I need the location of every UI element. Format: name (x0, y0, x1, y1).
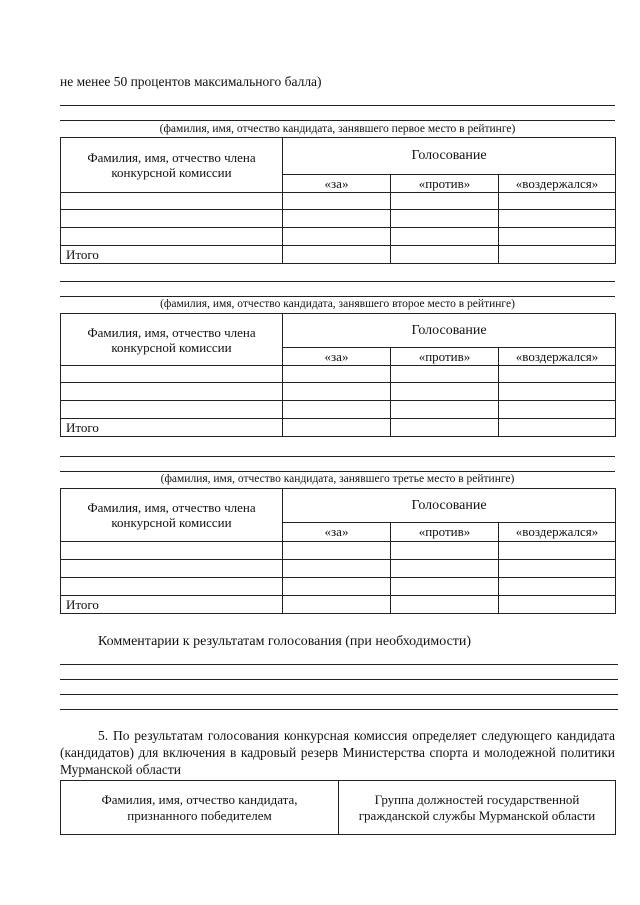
candidate-name-line (60, 296, 615, 297)
table-row (61, 228, 616, 246)
candidate-name-line (60, 120, 615, 121)
comment-line (60, 679, 618, 680)
top-border-line (60, 456, 615, 457)
column-against: «против» (391, 175, 499, 193)
section-5-paragraph: 5. По результатам голосования конкурсная комиссия определяет следующего кандидата (кандидатов) для включения в кадровый резерв Министерства спорта и молодежной политики Мурманской области (60, 728, 615, 777)
comment-line (60, 709, 618, 710)
comment-line (60, 694, 618, 695)
intro-line: не менее 50 процентов максимального балла) (60, 74, 322, 89)
candidate-caption: (фамилия, имя, отчество кандидата, занявшего первое место в рейтинге) (159, 123, 516, 135)
voting-table (60, 488, 616, 614)
total-label: Итого (61, 419, 283, 437)
table-row (61, 401, 616, 419)
table-row (61, 193, 616, 210)
candidate-caption: (фамилия, имя, отчество кандидата, занявшего второе место в рейтинге) (160, 298, 515, 310)
table-row (61, 210, 616, 228)
voting-header: Голосование (283, 314, 616, 348)
top-border-line (60, 281, 615, 282)
table-row (61, 542, 616, 560)
candidate-caption: (фамилия, имя, отчество кандидата, занявшего третье место в рейтинге) (160, 473, 515, 485)
total-row (61, 596, 616, 614)
voting-header: Голосование (283, 138, 616, 175)
column-for: «за» (283, 348, 391, 366)
member-name-header: Фамилия, имя, отчество члена конкурсной комиссии (61, 489, 283, 542)
position-group-header: Группа должностей государственной гражданской службы Мурманской области (339, 781, 616, 835)
table-row (61, 366, 616, 383)
total-row (61, 419, 616, 437)
member-name-header: Фамилия, имя, отчество члена конкурсной комиссии (61, 314, 283, 366)
winner-name-header: Фамилия, имя, отчество кандидата, признанного победителем (61, 781, 339, 835)
total-label: Итого (61, 596, 283, 614)
voting-table (60, 137, 616, 264)
member-name-header: Фамилия, имя, отчество члена конкурсной комиссии (61, 138, 283, 193)
voting-header: Голосование (283, 489, 616, 523)
comments-label: Комментарии к результатам голосования (при необходимости) (98, 634, 472, 649)
total-label: Итого (61, 246, 283, 264)
column-for: «за» (283, 523, 391, 542)
table-row (61, 383, 616, 401)
voting-table (60, 313, 616, 437)
comment-line (60, 664, 618, 665)
winners-table (60, 780, 616, 835)
candidate-name-line (60, 471, 615, 472)
column-abstain: «воздержался» (499, 523, 616, 542)
column-against: «против» (391, 348, 499, 366)
column-abstain: «воздержался» (499, 175, 616, 193)
table-row (61, 560, 616, 578)
total-row (61, 246, 616, 264)
top-border-line (60, 105, 615, 106)
column-for: «за» (283, 175, 391, 193)
table-row (61, 578, 616, 596)
column-abstain: «воздержался» (499, 348, 616, 366)
column-against: «против» (391, 523, 499, 542)
